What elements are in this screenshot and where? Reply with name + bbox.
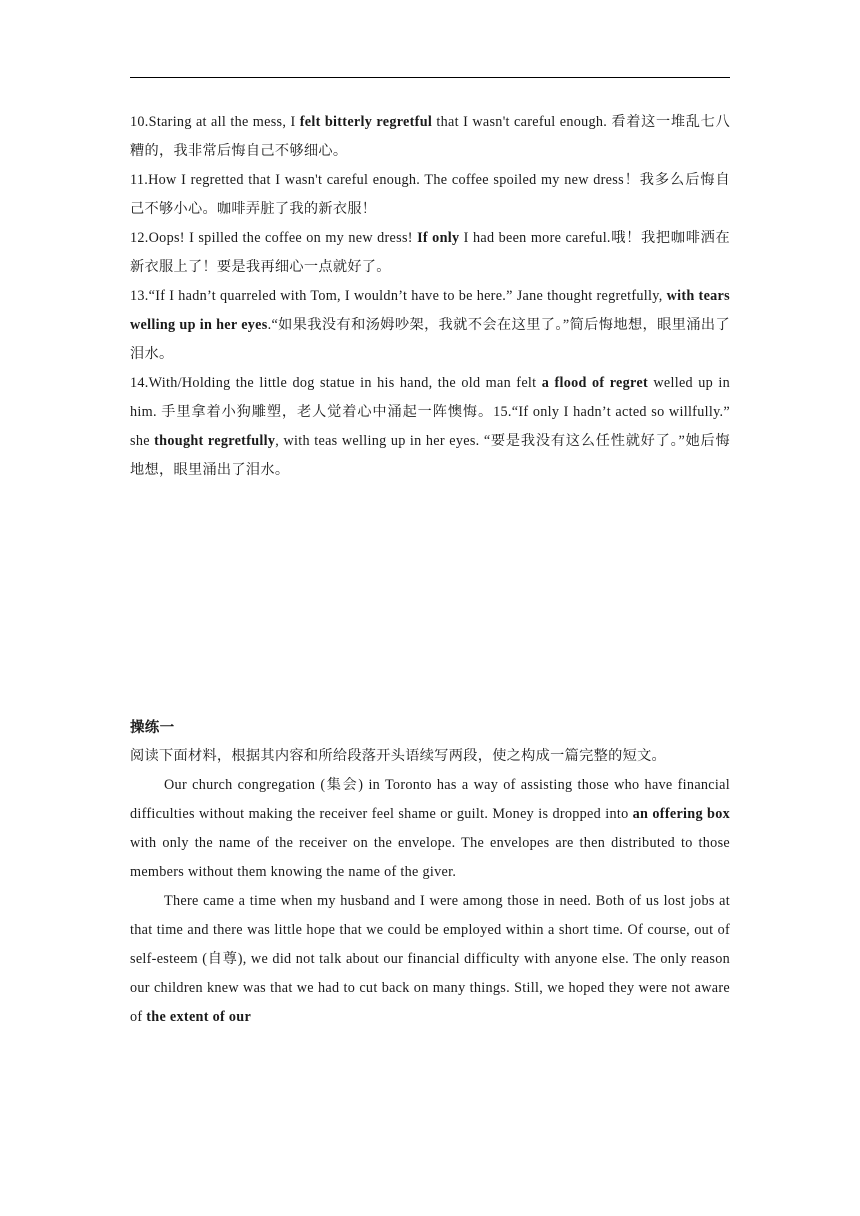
example-text: that I wasn't careful enough. 看着这一堆乱七八糟的，我非常后悔自己不够细心。	[130, 114, 730, 159]
passage-paragraph-1	[130, 771, 730, 887]
passage-text: with only the name of the receiver on the envelope. The envelopes are then distributed to those members without them knowing the name of the giver.	[130, 835, 730, 880]
example-highlight: If only	[417, 230, 460, 246]
exercise-heading: 操练一	[130, 720, 175, 736]
example-text: 12.Oops! I spilled the coffee on my new dress!	[130, 230, 418, 246]
passage-text: Our church congregation (集会) in Toronto has a way of assisting those who have financial difficulties without making the receiver feel shame or guilt. Money is dropped into	[130, 777, 730, 822]
example-text: 10.Staring at all the mess, I	[130, 114, 300, 130]
example-14-15	[130, 369, 730, 485]
example-13	[130, 282, 730, 369]
example-text: welled up in him. 手里拿着小狗雕塑，老人觉着心中涌起一阵懊悔。15.“If only I hadn’t acted so willfully.” she	[130, 375, 730, 449]
passage-highlight: an offering box	[632, 806, 731, 822]
passage-text: There came a time when my husband and I were among those in need. Both of us lost jobs at that time and there was little hope that we could be employed within a short time. Of course, out of self-esteem (自尊), we did not talk about our financial difficulty with anyone else. The only reason our children knew was that we had to cut back on many things. Still, we hoped they were not aware of	[130, 893, 730, 1025]
example-sentences	[130, 108, 730, 485]
example-10	[130, 108, 730, 166]
example-12	[130, 224, 730, 282]
example-highlight: with tears welling up in her eyes	[130, 288, 730, 333]
example-text: 11.How I regretted that I wasn't careful enough. The coffee spoiled my new dress！我多么后悔自己不够小心。咖啡弄脏了我的新衣服！	[130, 172, 730, 217]
example-11	[130, 166, 730, 224]
passage-highlight: the extent of our	[146, 1009, 252, 1025]
example-highlight: thought regretfully	[154, 433, 276, 449]
example-text: 13.“If I hadn’t quarreled with Tom, I wouldn’t have to be here.” Jane thought regretfully,	[130, 288, 667, 304]
exercise-instruction: 阅读下面材料，根据其内容和所给段落开头语续写两段，使之构成一篇完整的短文。	[130, 748, 667, 764]
example-highlight: a flood of regret	[541, 375, 649, 391]
passage-paragraph-2	[130, 887, 730, 1032]
example-text: 14.With/Holding the little dog statue in his hand, the old man felt	[130, 375, 542, 391]
exercise-section	[130, 714, 730, 1032]
header-rule	[130, 77, 730, 78]
example-highlight: felt bitterly regretful	[299, 114, 433, 130]
example-text: , with teas welling up in her eyes. “要是我没有这么任性就好了。”她后悔地想，眼里涌出了泪水。	[130, 433, 731, 478]
example-text: .“如果我没有和汤姆吵架，我就不会在这里了。”简后悔地想，眼里涌出了泪水。	[130, 317, 730, 362]
example-text: I had been more careful.哦！我把咖啡洒在新衣服上了！要是我再细心一点就好了。	[130, 230, 730, 275]
